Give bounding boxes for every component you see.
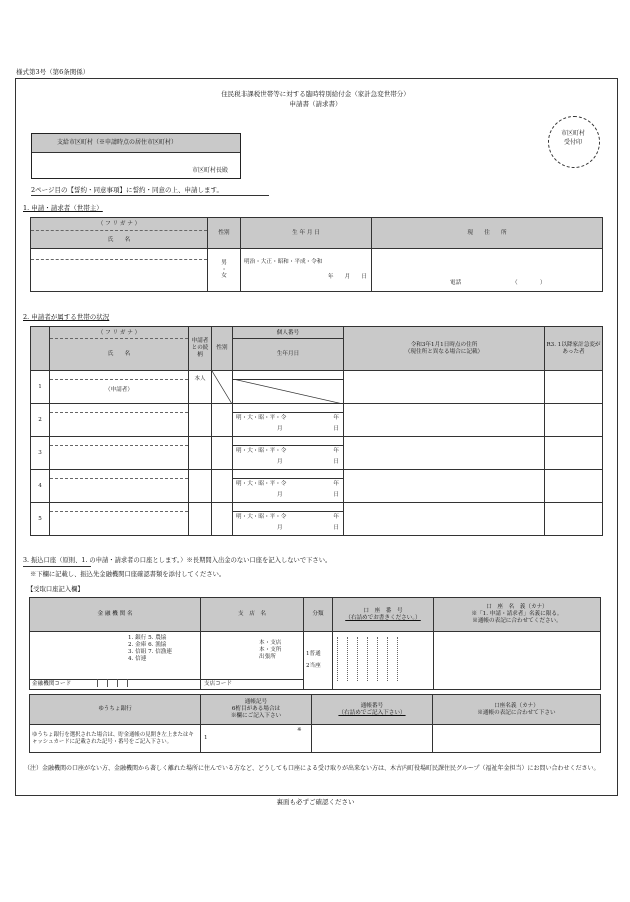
section1-title: 1. 申請・請求者（世帯主） xyxy=(23,204,103,212)
hh-address-header1: 令和3年1月1日時点の住所 xyxy=(410,341,478,348)
name-header: 氏 名 xyxy=(107,237,131,243)
municipality-label: 支給市区町村（※申請時点の居住市区町村） xyxy=(57,139,178,146)
gender-header: 性別 xyxy=(208,218,241,249)
table-row[interactable]: 1 （申請者） 本人 xyxy=(31,371,603,404)
hh-name-header: 氏 名 xyxy=(107,351,131,357)
municipality-box[interactable] xyxy=(31,133,241,179)
account-box-title: 【受取口座記入欄】 xyxy=(27,586,84,593)
account-number-cell[interactable] xyxy=(333,632,434,690)
fin-name-header: 金 融 機 関 名 xyxy=(30,598,201,632)
bank-name-cell[interactable]: 1. 銀行 5. 農協 2. 金庫 6. 漁協 3. 信組 7. 信漁連 4. 信連 金融機関コード xyxy=(30,632,201,690)
bank-code-label: 金融機関コード xyxy=(32,681,72,687)
bank-account-table: 金 融 機 関 名 支 店 名 分類 口 座 番 号 （右詰めでお書きください。） 口 座 名 義（カナ） ※「1. 申請・請求者」名義に限る。 ※通帳の表記に合わせてください。 1. 銀行 5. 農協 2. 金庫 6. 漁協 3. 信組 7. 信漁連 4. 信連 金融機関コード 本・支店 本・支所 出張所 支店コード 1普通 2当座 xyxy=(29,597,601,690)
table-row[interactable]: 2 明・大・昭・平・令 年 月 日 xyxy=(31,404,603,437)
section3-note: ※下欄に記載し、振込先金融機関口座確認書類を添付してください。 xyxy=(30,571,226,578)
branch-cell[interactable]: 本・支店 本・支所 出張所 支店コード xyxy=(201,632,304,690)
table-row[interactable]: 4 明・大・昭・平・令 年 月 日 xyxy=(31,470,603,503)
title-line1: 住民税非課税世帯等に対する臨時特別給付金（家計急変世帯分） xyxy=(221,90,410,98)
applicant-table xyxy=(30,217,603,292)
yucho-header: ゆうちょ銀行 xyxy=(30,695,201,725)
hh-address-header2: （現住所と異なる場合に記載） xyxy=(404,348,484,355)
phone-paren: （ ） xyxy=(512,280,546,286)
footnote: （注）金融機関の口座がない方、金融機関から著しく離れた場所に住んでいる方など、どうしても口座による受け取りが出来ない方は、木古内町役場町民課住民グループ（福祉年金担当）にお問い合わせください。 xyxy=(24,765,600,772)
household-table xyxy=(30,326,603,536)
branch-header: 支 店 名 xyxy=(201,598,304,632)
passbook-number-cell[interactable] xyxy=(312,725,433,753)
phone-label: 電話 xyxy=(450,280,462,286)
back-note: 裏面も必ずご確認ください xyxy=(276,798,355,806)
birthdate-cell[interactable]: 明治・大正・昭和・平成・令和 年 月 日 xyxy=(241,249,372,292)
hh-gender-header: 性別 xyxy=(212,327,233,371)
hh-birthdate-header: 生年月日 xyxy=(276,351,300,357)
municipality-head: 市区町村長殿 xyxy=(192,167,229,174)
hh-furigana-header: （ フ リ ガ ナ ） xyxy=(97,330,141,336)
branch-code-label: 支店コード xyxy=(204,681,232,687)
relation-header: 申請者との続柄 xyxy=(189,327,212,371)
title-line2: 申請書（請求書） xyxy=(289,100,342,108)
stamp-line2: 受付印 xyxy=(563,139,582,146)
type-header: 分類 xyxy=(304,598,333,632)
passbook-symbol-cell[interactable]: 1 ※ xyxy=(201,725,312,753)
applicant-name-cell[interactable] xyxy=(31,249,208,292)
yucho-note: ゆうちょ銀行を選択された場合は、貯金通帳の見開き左上またはキャッシュカードに記載された記号・番号をご記入下さい。 xyxy=(30,725,201,753)
yucho-table: ゆうちょ銀行 通帳記号 6桁目がある場合は ※欄にご記入下さい 通帳番号 （右詰めでご記入下さい） 口座名義（カナ） ※通帳の表記に合わせて下さい ゆうちょ銀行を選択された場合は、貯金通帳の見開き左上またはキャッシュカードに記載された記号・番号をご記入下さい。 1 ※ xyxy=(29,694,601,753)
account-type-cell[interactable]: 1普通 2当座 xyxy=(304,632,333,690)
account-holder-cell[interactable] xyxy=(434,632,601,690)
applicant-label: （申請者） xyxy=(105,387,133,393)
furigana-header: （ フ リ ガ ナ ） xyxy=(97,221,141,227)
form-number: 様式第3号（第6条関係） xyxy=(16,68,90,76)
birthdate-header: 生 年 月 日 xyxy=(241,218,372,249)
section3-title: 3. 振込口座（原則、1. の申請・請求者の口座とします。）※長期間入出金のない口座を記入しないで下さい。 xyxy=(23,557,332,564)
table-row[interactable]: 5 明・大・昭・平・令 年 月 日 xyxy=(31,503,603,536)
gender-options[interactable]: 男 ・ 女 xyxy=(208,249,241,292)
section2-title: 2. 申請者が属する世帯の状況 xyxy=(23,313,110,321)
personal-number-header: 個人番号 xyxy=(276,330,300,336)
intro-text: 2ページ目の【誓約・同意事項】に誓約・同意の上、申請します。 xyxy=(31,186,223,194)
yucho-holder-cell[interactable] xyxy=(433,725,601,753)
address-header: 現 住 所 xyxy=(372,218,603,249)
acct-no-header: 口 座 番 号 xyxy=(363,607,403,614)
stamp-line1: 市区町村 xyxy=(560,130,585,137)
sudden-change-header: R3. 1以降家計急変があった者 xyxy=(545,327,603,371)
acct-holder-header: 口 座 名 義（カナ） xyxy=(486,604,548,611)
address-cell[interactable] xyxy=(372,249,603,292)
table-row[interactable]: 3 明・大・昭・平・令 年 月 日 xyxy=(31,437,603,470)
self-label: 本人 xyxy=(189,371,212,404)
